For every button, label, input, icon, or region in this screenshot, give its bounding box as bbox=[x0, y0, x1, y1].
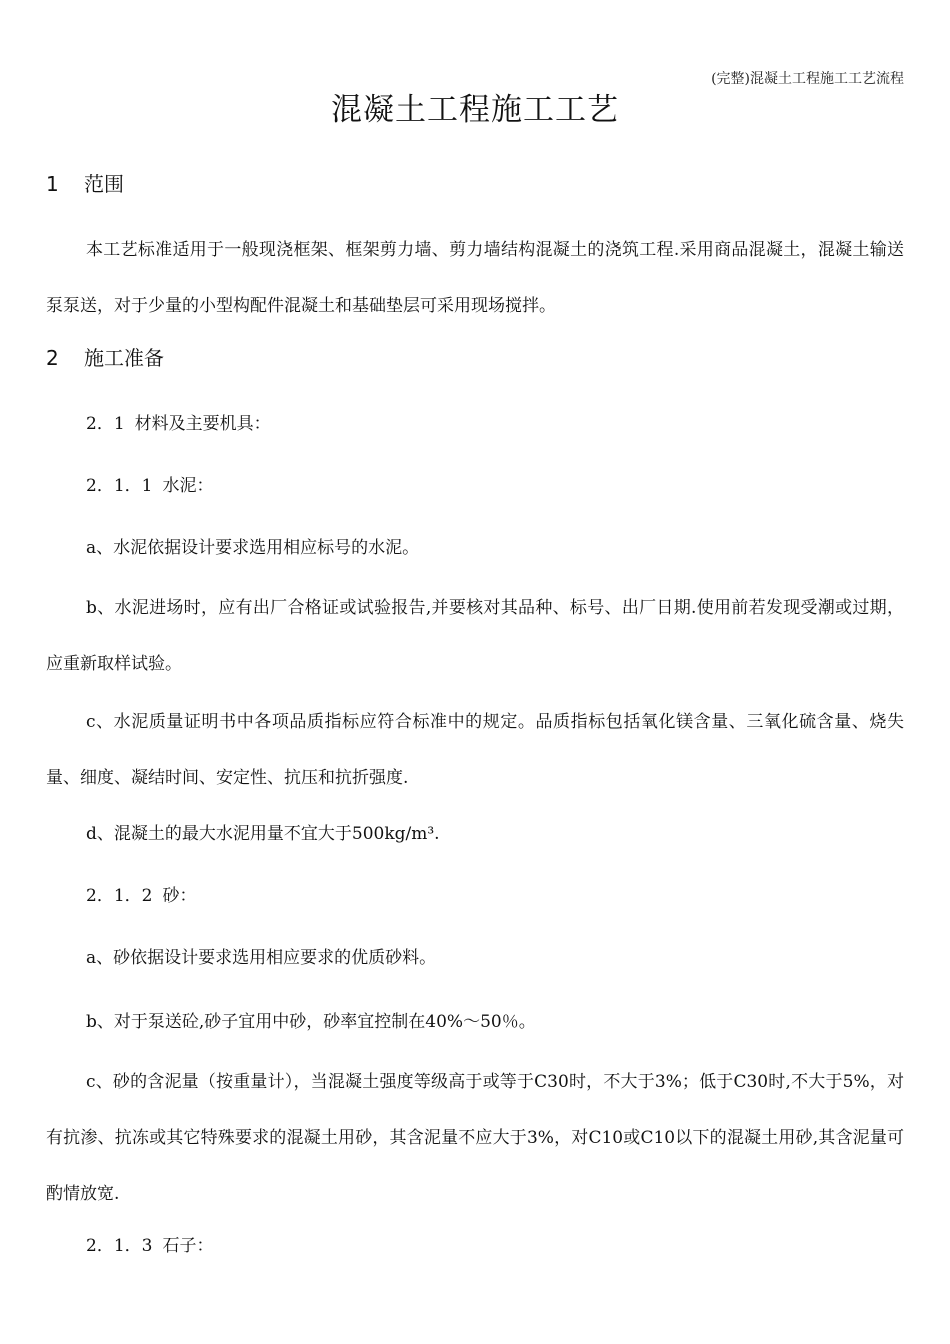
subsection-number: 2．1．2 bbox=[86, 886, 153, 906]
subsection-title: 水泥： bbox=[162, 476, 214, 496]
section-number: 1 bbox=[46, 172, 59, 196]
subsection-title: 砂： bbox=[162, 886, 197, 906]
sand-item-b: b、对于泵送砼,砂子宜用中砂，砂率宜控制在40%～50％。 bbox=[86, 1012, 536, 1032]
cement-item-b: b、水泥进场时，应有出厂合格证或试验报告,并要核对其品种、标号、出厂日期.使用前若发现受潮或过期，应重新取样试验。 bbox=[46, 598, 904, 674]
subsection-heading-2-1-3 bbox=[86, 1234, 213, 1258]
section-heading-1 bbox=[46, 170, 124, 198]
running-header: (完整)混凝土工程施工工艺流程 bbox=[711, 71, 904, 87]
section-title: 施工准备 bbox=[84, 346, 164, 370]
subsection-number: 2．1．1 bbox=[86, 476, 153, 496]
sand-item-a: a、砂依据设计要求选用相应要求的优质砂料。 bbox=[86, 948, 437, 968]
section-title: 范围 bbox=[84, 172, 124, 196]
subsection-heading-2-1 bbox=[86, 412, 271, 436]
sand-item-c: c、砂的含泥量（按重量计），当混凝土强度等级高于或等于C30时，不大于3%；低于C30时,不大于5%，对有抗渗、抗冻或其它特殊要求的混凝土用砂，其含泥量不应大于3%，对C10或C10以下的混凝土用砂,其含泥量可酌情放宽. bbox=[46, 1072, 904, 1204]
section-number: 2 bbox=[46, 346, 59, 370]
subsection-title: 材料及主要机具： bbox=[134, 414, 271, 434]
subsection-title: 石子： bbox=[162, 1236, 214, 1256]
paragraph-scope: 本工艺标准适用于一般现浇框架、框架剪力墙、剪力墙结构混凝土的浇筑工程.采用商品混凝土，混凝土输送泵泵送，对于少量的小型构配件混凝土和基础垫层可采用现场搅拌。 bbox=[46, 240, 904, 316]
subsection-number: 2．1 bbox=[86, 414, 125, 434]
cement-item-a: a、水泥依据设计要求选用相应标号的水泥。 bbox=[86, 538, 420, 558]
document-title: 混凝土工程施工工艺 bbox=[331, 92, 619, 128]
subsection-number: 2．1．3 bbox=[86, 1236, 153, 1256]
cement-item-d: d、混凝土的最大水泥用量不宜大于500kg/m³. bbox=[86, 824, 440, 844]
subsection-heading-2-1-1 bbox=[86, 474, 213, 498]
section-heading-2 bbox=[46, 344, 164, 372]
cement-item-c: c、水泥质量证明书中各项品质指标应符合标准中的规定。品质指标包括氧化镁含量、三氧化硫含量、烧失量、细度、凝结时间、安定性、抗压和抗折强度. bbox=[46, 712, 904, 788]
subsection-heading-2-1-2 bbox=[86, 884, 196, 908]
